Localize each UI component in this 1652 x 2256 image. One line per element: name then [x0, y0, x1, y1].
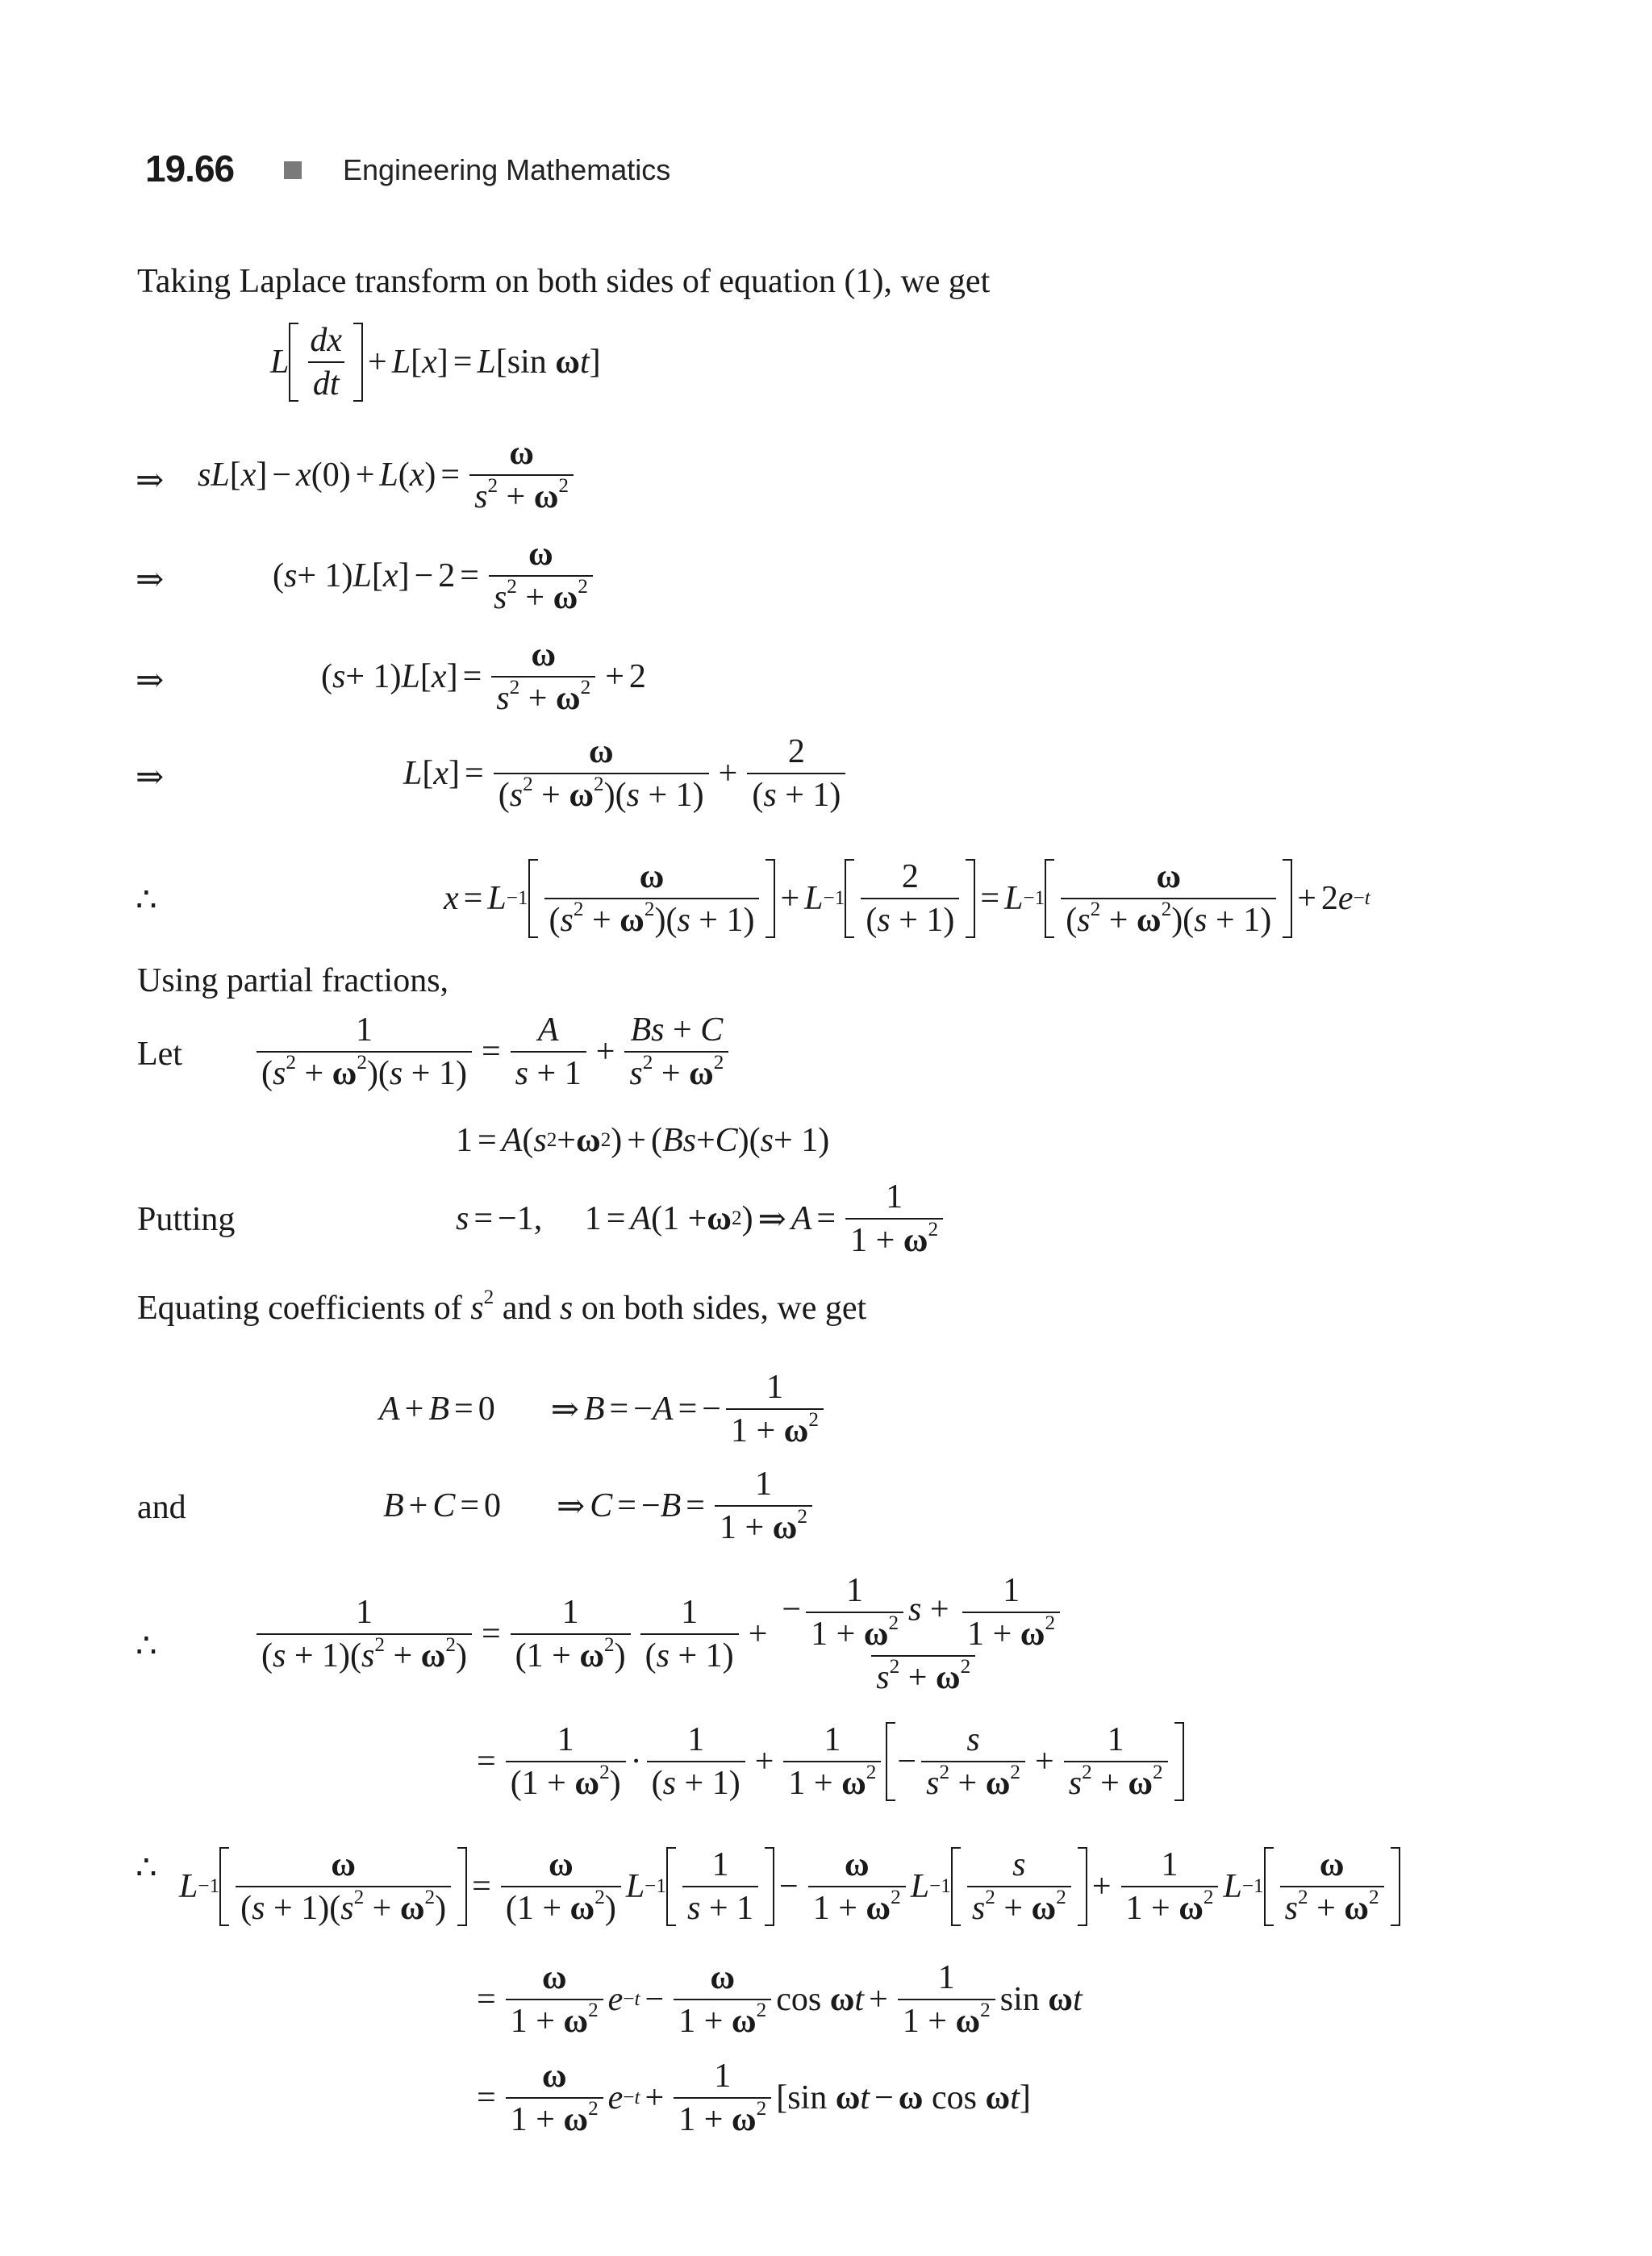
equation-step-3: ( s + 1) L [ x ] = $\frac{\omega}{s^2 + \omega^2}$ + 2 — [321, 636, 646, 718]
header-square-icon — [284, 161, 302, 179]
implies-symbol: ⇒ — [136, 759, 165, 796]
equating-pre: Equating coefficients of — [137, 1290, 462, 1327]
therefore-symbol: ∴ — [136, 1628, 157, 1665]
equation-decomposition: $\frac{1}{(s + 1)(s^2 + \omega^2)}$ = $\frac{1}{(1 + \omega^2)}$ $\frac{1}{(s + 1)}$ + − $\frac{1}{1 + \omega^2}$ s + $\frac{1}{1 + \omega^2}$ $s^2 + \omega^2$ — [252, 1573, 1074, 1695]
equation-result-2: = $\frac{\omega}{1 + \omega^2}$ e −t + $\frac{1}{1 + \omega^2}$ [sin ω t − ω cos ω t ] — [477, 2058, 1031, 2139]
implies-symbol: ⇒ — [136, 462, 165, 499]
therefore-symbol: ∴ — [136, 882, 157, 919]
equation-step-4: L [ x ] = $\frac{\omega}{(s^2 + \omega^2)(s + 1)}$ + $\frac{2}{(s + 1)}$ — [403, 734, 850, 813]
equating-s2: s — [470, 1290, 484, 1327]
therefore-symbol: ∴ — [136, 1849, 157, 1887]
let-label: Let — [137, 1036, 182, 1073]
book-title: Engineering Mathematics — [343, 153, 671, 186]
equation-result-1: = $\frac{\omega}{1 + \omega^2}$ e −t − $\frac{\omega}{1 + \omega^2}$ cos ω t + $\frac{1}{1 + \omega^2}$ sin ω t — [477, 1959, 1083, 2041]
equating-and: and — [502, 1290, 552, 1327]
equation-find-c: B + C = 0 ⇒ C = − B = $\frac{1}{1 + \omega^2}$ — [383, 1466, 817, 1545]
equating-post: on both sides, we get — [581, 1290, 867, 1327]
and-label: and — [137, 1489, 186, 1526]
equation-inverse-transform: x = L −1 $\frac{\omega}{(s^2 + \omega^2)(s + 1)}$ + L −1 $\frac{2}{(s + 1)}$ = L −1 $\frac{\omega}{(s^2 + \omega^2)(s + 1)}$ + 2 e −t — [444, 858, 1370, 940]
intro-text: Taking Laplace transform on both sides of equation (1), we get — [137, 263, 991, 300]
equating-text — [137, 1286, 867, 1328]
implies-symbol: ⇒ — [136, 662, 165, 699]
implies-symbol: ⇒ — [136, 561, 165, 598]
equation-step-2: ( s + 1) L [ x ] − 2 = $\frac{\omega}{s^2 + \omega^2}$ — [273, 536, 598, 615]
equation-step-1: sL [ x ] − x (0) + L ( x ) = $\frac{\omega}{s^2 + \omega^2}$ — [198, 436, 578, 515]
equation-find-b: A + B = 0 ⇒ B = − A = − $\frac{1}{1 + \omega^2}$ — [379, 1370, 828, 1449]
page-number: 19.66 — [145, 148, 235, 190]
equating-s: s — [559, 1290, 574, 1327]
equation-decomposition-split: = $\frac{1}{(1 + \omega^2)}$ · $\frac{1}{(s + 1)}$ + $\frac{1}{1 + \omega^2}$ − $\frac{s}{s^2 + \omega^2}$ + $\frac{1}{s^2 + \omega^2}$ — [472, 1722, 1184, 1801]
equation-identity: 1 = A ( s 2 + ω 2 ) + ( Bs + C )( s + 1) — [456, 1122, 830, 1159]
equation-inverse-final: L −1 $\frac{\omega}{(s + 1)(s^2 + \omega^2)}$ = $\frac{\omega}{(1 + \omega^2)}$ L −1 $\frac{1}{s + 1}$ − $\frac{\omega}{1 + \omega^2}$ L −1 $\frac{s}{s^2 + \omega^2}$ + $\frac{1}{1 + \omega^2}$ L −1 $\frac{\omega}{s^2 + \omega^2}$ — [179, 1847, 1400, 1926]
equation-laplace-transform: L $\frac{dx}{dt}$ + L [ x ] = L [sin ω t ] — [270, 322, 601, 403]
equation-find-a: s = −1, 1 = A (1 + ω 2 ) ⇒ A = $\frac{1}{1 + \omega^2}$ — [456, 1179, 948, 1258]
putting-label: Putting — [137, 1201, 236, 1238]
equating-exponent: 2 — [483, 1286, 494, 1309]
equation-partial-fraction-setup: $\frac{1}{(s^2 + \omega^2)(s + 1)}$ = $\frac{A}{s + 1}$ + $\frac{Bs + C}{s^2 + \omega^2}$ — [252, 1012, 733, 1091]
partial-fractions-text: Using partial fractions, — [137, 962, 449, 999]
